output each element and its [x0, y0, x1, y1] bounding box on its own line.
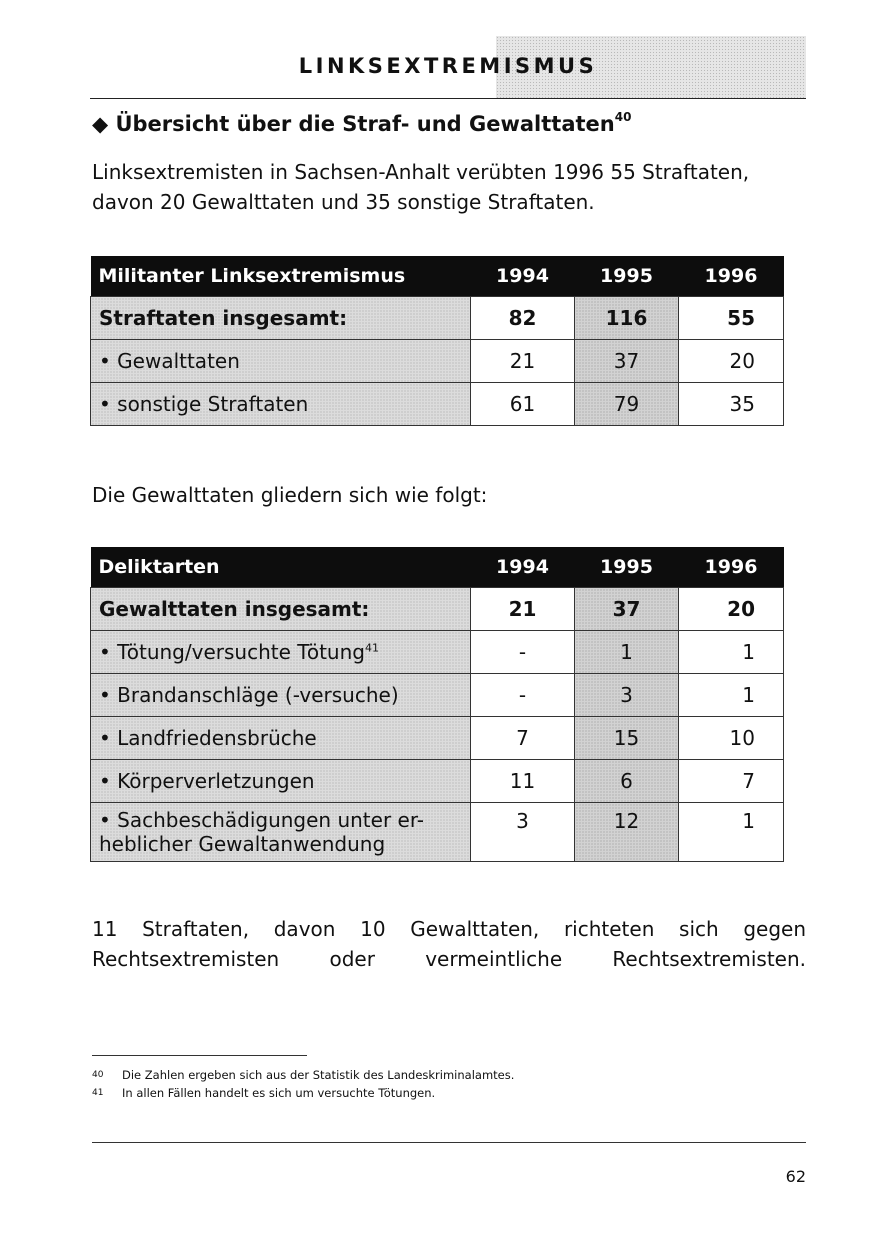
footnote-rule	[92, 1055, 307, 1056]
running-title: LINKSEXTREMISMUS	[298, 54, 598, 78]
table-cell: 1	[679, 803, 784, 862]
row-label: • Gewalttaten	[91, 340, 471, 383]
table-cell: 21	[471, 340, 575, 383]
table-cell: 35	[679, 383, 784, 426]
table-header-cell: 1995	[575, 256, 679, 297]
table-cell: 10	[679, 717, 784, 760]
footnote-item	[92, 1084, 514, 1102]
table-row	[91, 631, 784, 674]
table-header-cell: Militanter Linksextremismus	[91, 256, 471, 297]
table-header-row	[91, 256, 784, 297]
section-heading	[92, 112, 631, 136]
footnotes	[92, 1066, 514, 1102]
table-deliktarten	[90, 547, 784, 862]
table-cell: 20	[679, 588, 784, 631]
table-cell: 82	[471, 297, 575, 340]
table-cell: 3	[575, 674, 679, 717]
table-cell: 37	[575, 340, 679, 383]
row-label: • Brandanschläge (-versuche)	[91, 674, 471, 717]
table-cell: 37	[575, 588, 679, 631]
table-cell: 116	[575, 297, 679, 340]
row-label: • Landfriedensbrüche	[91, 717, 471, 760]
page-header	[90, 36, 806, 99]
row-label-text: • Tötung/versuchte Tötung	[99, 640, 365, 664]
table-header-cell: Deliktarten	[91, 547, 471, 588]
table-cell: 7	[679, 760, 784, 803]
table-header-cell: 1996	[679, 256, 784, 297]
table-header-cell: 1994	[471, 256, 575, 297]
table-row	[91, 760, 784, 803]
table-cell: 21	[471, 588, 575, 631]
table-cell: 1	[679, 674, 784, 717]
table-cell: 55	[679, 297, 784, 340]
table-header-cell: 1994	[471, 547, 575, 588]
transition-paragraph: Die Gewalttaten gliedern sich wie folgt:	[92, 483, 488, 507]
footnote-ref-40: 40	[614, 110, 632, 124]
table-cell: 20	[679, 340, 784, 383]
footnote-text: Die Zahlen ergeben sich aus der Statistik des Landeskriminalamtes.	[122, 1068, 515, 1082]
row-label	[91, 631, 471, 674]
row-label-line: heblicher Gewaltanwendung	[99, 832, 386, 856]
table-cell: 11	[471, 760, 575, 803]
table-cell: 61	[471, 383, 575, 426]
table-header-row	[91, 547, 784, 588]
row-label	[91, 803, 471, 862]
section-heading-text: Übersicht über die Straf- und Gewalttaten	[115, 112, 615, 136]
table-cell: -	[471, 631, 575, 674]
diamond-bullet-icon: ◆	[92, 112, 109, 136]
page-number: 62	[785, 1167, 806, 1186]
row-label-line: • Sachbeschädigungen unter er-	[99, 808, 424, 832]
footnote-item	[92, 1066, 514, 1084]
table-cell: -	[471, 674, 575, 717]
table-cell: 1	[679, 631, 784, 674]
table-row	[91, 340, 784, 383]
bottom-rule	[92, 1142, 806, 1143]
table-cell: 3	[471, 803, 575, 862]
table-militanter-linksextremismus	[90, 256, 784, 426]
table-row	[91, 717, 784, 760]
footnote-mark: 41	[92, 1088, 104, 1098]
row-label: • Körperverletzungen	[91, 760, 471, 803]
row-label: Straftaten insgesamt:	[91, 297, 471, 340]
intro-paragraph: Linksextremisten in Sachsen-Anhalt verübten 1996 55 Straftaten, davon 20 Gewalttaten und 35 sonstige Straftaten.	[92, 160, 750, 214]
table-row	[91, 297, 784, 340]
row-label: • sonstige Straftaten	[91, 383, 471, 426]
table-row	[91, 803, 784, 862]
table-cell: 7	[471, 717, 575, 760]
table-cell: 12	[575, 803, 679, 862]
closing-paragraph: 11 Straftaten, davon 10 Gewalttaten, richteten sich gegen Rechtsextremisten oder vermeintliche Rechtsextremisten.	[92, 917, 806, 971]
table-cell: 79	[575, 383, 679, 426]
table-row	[91, 674, 784, 717]
row-label: Gewalttaten insgesamt:	[91, 588, 471, 631]
table-row	[91, 383, 784, 426]
footnote-mark: 40	[92, 1070, 104, 1080]
table-header-cell: 1995	[575, 547, 679, 588]
footnote-text: In allen Fällen handelt es sich um versuchte Tötungen.	[122, 1086, 436, 1100]
table-cell: 6	[575, 760, 679, 803]
footnote-ref-41: 41	[364, 641, 379, 655]
table-row	[91, 588, 784, 631]
table-cell: 15	[575, 717, 679, 760]
table-header-cell: 1996	[679, 547, 784, 588]
table-cell: 1	[575, 631, 679, 674]
